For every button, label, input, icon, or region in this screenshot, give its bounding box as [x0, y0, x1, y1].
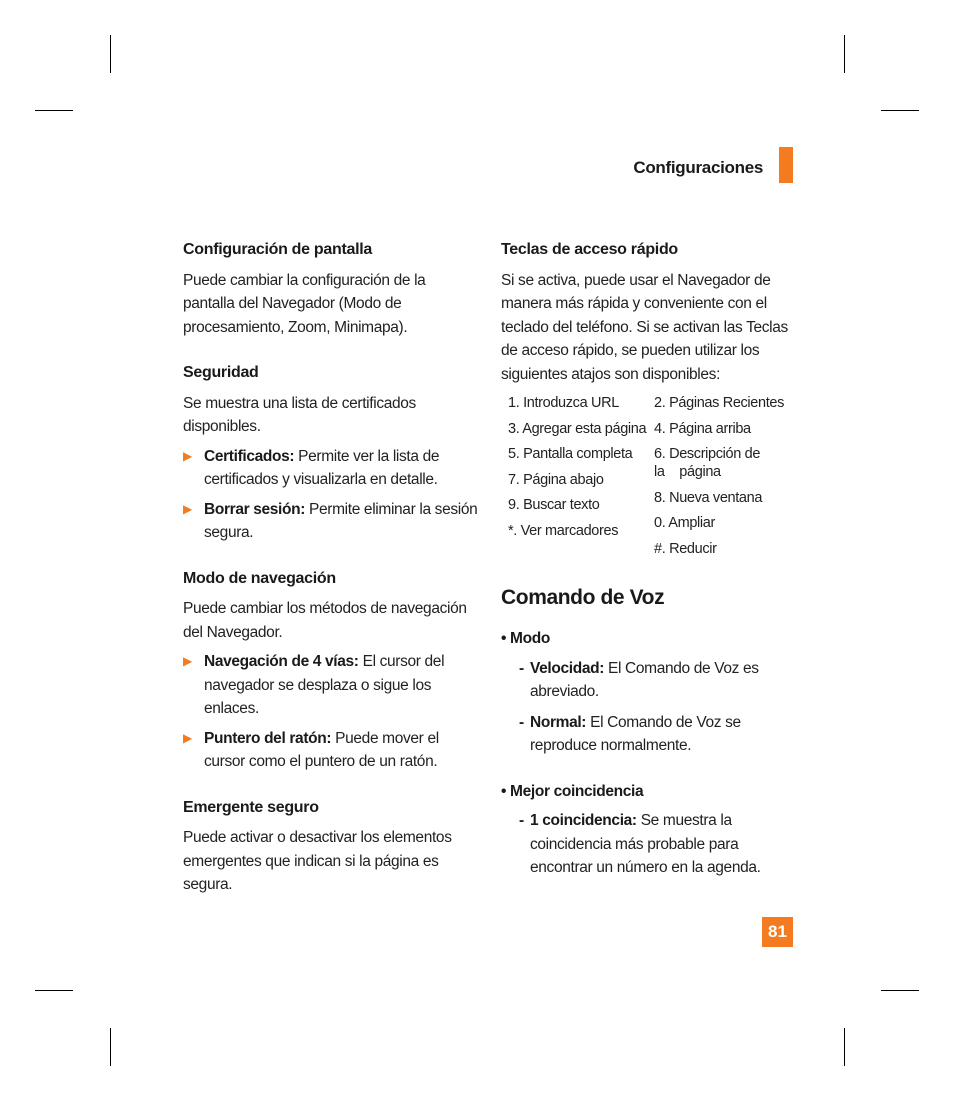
- sub-item: [519, 809, 801, 880]
- section-heading: Seguridad: [183, 364, 259, 381]
- paragraph: Se muestra una lista de certificados disponibles.: [183, 394, 416, 435]
- triangle-bullet-icon: ▶: [183, 448, 192, 463]
- item-text: Se muestra la coincidencia más probable para encontrar un número en la agenda.: [530, 812, 761, 877]
- paragraph: Puede cambiar los métodos de navegación del Navegador.: [183, 600, 467, 641]
- crop-mark: [110, 1028, 111, 1066]
- shortcut-item: 1. Introduzca URL: [508, 395, 619, 411]
- section-heading: Emergente seguro: [183, 798, 319, 816]
- item-text: El Comando de Voz se reproduce normalmente.: [530, 713, 741, 755]
- shortcut-item: 8. Nueva ventana: [654, 489, 763, 506]
- bullet-item: [183, 498, 479, 545]
- emergente-section: [183, 796, 479, 897]
- item-text: Puede mover el cursor como el puntero de un ratón.: [204, 729, 439, 770]
- item-text: El Comando de Voz es abreviado.: [530, 659, 759, 701]
- sub-item: [519, 711, 801, 758]
- triangle-bullet-icon: ▶: [183, 654, 192, 668]
- right-column: [501, 238, 801, 887]
- shortcut-item: 2. Páginas Recientes: [654, 395, 785, 411]
- dash-bullet: -: [519, 812, 524, 830]
- section-tab-marker: [779, 147, 793, 183]
- item-label: Certificados:: [204, 447, 295, 465]
- crop-mark: [844, 35, 845, 73]
- crop-mark: [881, 990, 919, 991]
- voz-section: [501, 586, 801, 880]
- section-heading: Modo de navegación: [183, 569, 336, 587]
- item-text: Permite ver la lista de certificados y visualizarla en detalle.: [204, 447, 440, 488]
- shortcut-item: 6. Descripción de la página: [654, 446, 761, 481]
- bullet-item: [183, 650, 479, 721]
- navegacion-section: [183, 567, 479, 774]
- item-label: Puntero del ratón:: [204, 729, 332, 747]
- shortcut-item: 4. Página arriba: [654, 420, 751, 437]
- section-title: Comando de Voz: [501, 585, 665, 609]
- seguridad-section: [183, 361, 479, 545]
- bullet-item: [183, 445, 479, 492]
- item-label: Borrar sesión:: [204, 500, 306, 518]
- dash-bullet: -: [519, 659, 524, 677]
- pantalla-section: [183, 238, 479, 339]
- crop-mark: [844, 1028, 845, 1066]
- section-heading: Teclas de acceso rápido: [501, 241, 678, 258]
- crop-mark: [881, 110, 919, 111]
- triangle-bullet-icon: ▶: [183, 730, 192, 745]
- item-label: Normal:: [530, 713, 587, 731]
- section-header-title: Configuraciones: [633, 158, 763, 177]
- shortcut-list: [501, 394, 801, 566]
- item-label: 1 coincidencia:: [530, 812, 637, 830]
- triangle-bullet-icon: ▶: [183, 501, 192, 516]
- shortcut-item: 7. Página abajo: [508, 471, 604, 488]
- shortcut-item: #. Reducir: [654, 540, 717, 557]
- left-column: [183, 238, 479, 919]
- shortcut-item: 9. Buscar texto: [508, 497, 600, 514]
- item-text: El cursor del navegador se desplaza o sigue los enlaces.: [204, 653, 445, 717]
- sub-item: [519, 657, 801, 704]
- item-label: Velocidad:: [530, 659, 605, 677]
- bullet-item: [183, 727, 479, 774]
- shortcut-item: 3. Agregar esta página: [508, 420, 647, 437]
- dash-bullet: -: [519, 713, 524, 731]
- shortcut-item: 5. Pantalla completa: [508, 446, 633, 463]
- section-heading: Configuración de pantalla: [183, 241, 372, 258]
- crop-mark: [35, 990, 73, 991]
- paragraph: Si se activa, puede usar el Navegador de manera más rápida y conveniente con el teclado del teléfono. Si se activan las Teclas de acceso rápido, se pueden utilizar los siguientes atajos son disponibles:: [501, 271, 788, 383]
- item-label: Navegación de 4 vías:: [204, 653, 359, 670]
- paragraph: Puede activar o desactivar los elementos emergentes que indican si la página es segura.: [183, 829, 452, 893]
- item-text: Permite eliminar la sesión segura.: [204, 500, 478, 541]
- crop-mark: [35, 110, 73, 111]
- page-number: 81: [762, 917, 793, 947]
- shortcut-item: 0. Ampliar: [654, 515, 715, 532]
- crop-mark: [110, 35, 111, 73]
- bullet-heading: • Modo: [501, 630, 550, 648]
- shortcut-item: *. Ver marcadores: [508, 522, 619, 539]
- paragraph: Puede cambiar la configuración de la pantalla del Navegador (Modo de procesamiento, Zoom, Minimapa).: [183, 271, 426, 336]
- teclas-section: [501, 238, 801, 566]
- bullet-heading: • Mejor coincidencia: [501, 782, 644, 800]
